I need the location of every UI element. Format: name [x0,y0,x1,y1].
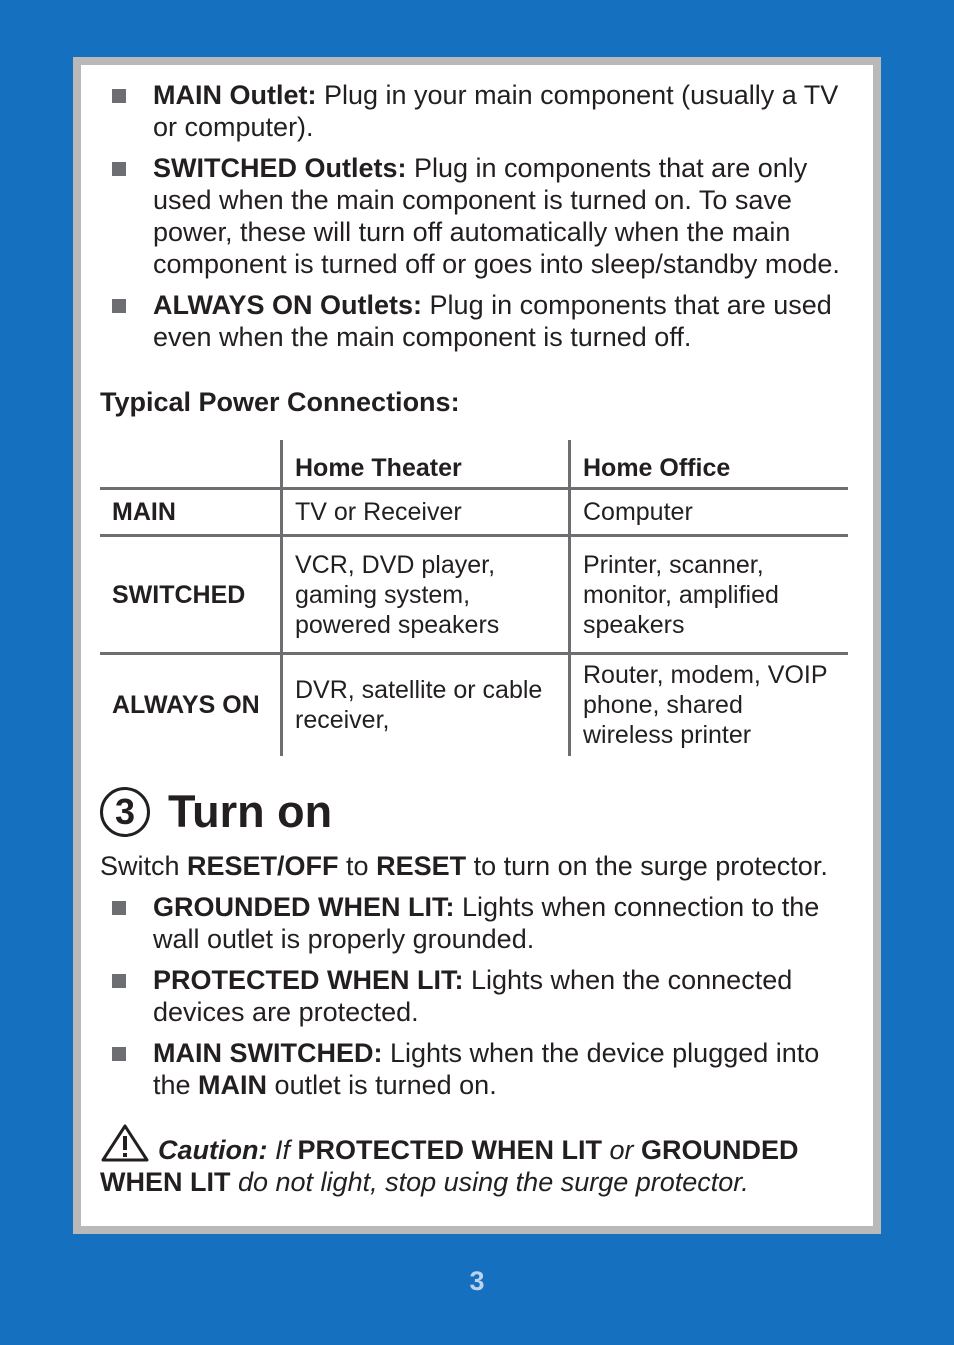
table-header-blank [100,440,282,489]
home-theater-cell: TV or Receiver [282,489,570,536]
switch-suffix: to turn on the surge protector. [466,850,828,881]
list-item [100,1037,861,1101]
panel-content [100,65,861,1198]
page-number: 3 [469,1266,485,1296]
caution-grounded: GROUNDED WHEN LIT [100,1134,799,1197]
caution-if: If [267,1134,298,1165]
indicator-label: GROUNDED WHEN LIT: [153,891,455,922]
outlet-label: MAIN Outlet: [153,80,317,110]
square-bullet-icon [112,901,126,915]
list-item [100,152,861,280]
indicator-label: PROTECTED WHEN LIT: [153,964,464,995]
home-theater-cell: VCR, DVD player, gaming system, powered speakers [282,536,570,654]
home-office-cell: Computer [570,489,849,536]
table-header-row [100,440,848,489]
caution-tail: do not light, stop using the surge protector. [230,1166,749,1197]
content-panel [73,57,881,1234]
outlet-label: ALWAYS ON Outlets: [153,290,423,320]
outlet-text: Plug in your main component (usually a TV or computer). [153,80,839,142]
switch-prefix: Switch [100,850,188,881]
list-item [100,964,861,1028]
caution-protected: PROTECTED WHEN LIT [297,1134,602,1165]
indicator-text: Lights when connection to the wall outlet is properly grounded. [153,891,820,954]
table-header-home-theater: Home Theater [282,440,570,489]
indicator-text: Lights when the connected devices are protected. [153,964,793,1027]
step-number-circle: 3 [100,787,150,837]
square-bullet-icon [112,162,126,176]
outlet-text: Plug in components that are only used when the main component is turned on. To save power, these will turn off automatically when the main component is turned off or goes into sleep/standby mode. [153,153,840,279]
square-bullet-icon [112,89,126,103]
row-label: ALWAYS ON [112,691,260,720]
outlet-label: SWITCHED Outlets: [153,153,407,183]
table-header-home-office: Home Office [570,440,849,489]
main-label: MAIN [198,1069,268,1100]
list-item [100,289,861,353]
indicator-list [100,891,861,1101]
home-office-cell: Printer, scanner, monitor, amplified speakers [570,536,849,654]
list-item [100,891,861,955]
home-office-cell: Router, modem, VOIP phone, shared wireless printer [570,654,849,756]
caution-note [100,1123,861,1198]
switch-instruction [100,850,861,882]
outlet-list [100,79,861,353]
typical-connections-heading: Typical Power Connections: [100,387,460,417]
square-bullet-icon [112,1047,126,1061]
table-row [100,654,848,756]
row-label: SWITCHED [100,536,282,654]
outlet-text: Plug in components that are used even when the main component is turned off. [153,290,832,352]
table-row [100,536,848,654]
indicator-text: Lights when the device plugged into the [153,1037,820,1100]
step-title: Turn on [168,785,333,837]
row-label: MAIN [100,489,282,536]
home-theater-cell: DVR, satellite or cable receiver, [282,654,570,756]
indicator-label: MAIN SWITCHED: [153,1037,383,1068]
reset-off-label: RESET/OFF [187,850,339,881]
reset-label: RESET [376,850,467,881]
indicator-text-end: outlet is turned on. [267,1069,497,1100]
list-item [100,79,861,143]
warning-triangle-icon [100,1123,150,1163]
square-bullet-icon [112,974,126,988]
step-heading [100,786,861,838]
square-bullet-icon [112,299,126,313]
power-connections-table [100,440,848,756]
switch-mid: to [338,850,377,881]
caution-or: or [602,1134,642,1165]
caution-label: Caution: [158,1134,268,1165]
table-row [100,489,848,536]
